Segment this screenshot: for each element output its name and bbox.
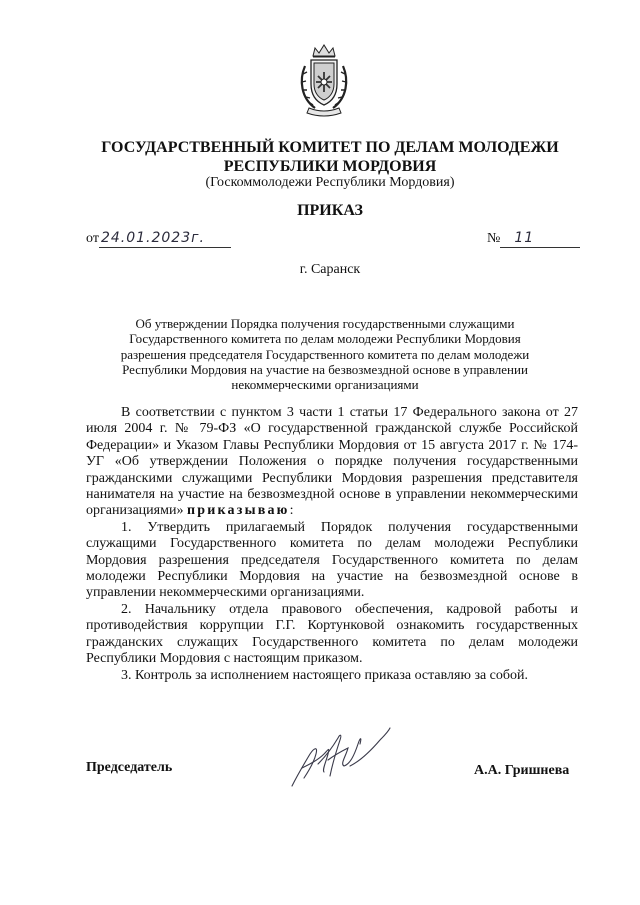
number-prefix: № xyxy=(487,231,501,246)
organization-title-line1: ГОСУДАРСТВЕННЫЙ КОМИТЕТ ПО ДЕЛАМ МОЛОДЕЖИ xyxy=(101,139,559,156)
date-prefix: от xyxy=(86,231,99,246)
clause-1: 1. Утвердить прилагаемый Порядок получения государственными служащими Государственного комитета по делам молодежи Республики Мордовия разрешения председателя Государственного комитета по делам молодежи Республики Мордовия на участие на безвозмездной основе в управлении некоммерческими организациями. xyxy=(86,519,578,601)
command-word: приказываю xyxy=(186,503,290,519)
document-subject: Об утверждении Порядка получения государственными служащими Государственного комитета по делам молодежи Республики Мордовия разрешения председателя Государственного комитета по делам молодежи Республики Мордовия на участие на безвозмездной основе в управлении некоммерческими организациями xyxy=(120,316,530,393)
date-row xyxy=(86,229,231,248)
coat-of-arms-emblem xyxy=(293,42,355,118)
signatory-title: Председатель xyxy=(86,760,173,775)
preamble-paragraph xyxy=(86,405,578,520)
document-body xyxy=(86,405,578,684)
date-value: 24.01.2023г. xyxy=(99,229,231,248)
document-type: ПРИКАЗ xyxy=(297,202,363,219)
clause-3: 3. Контроль за исполнением настоящего приказа оставляю за собой. xyxy=(121,667,529,683)
number-row xyxy=(487,229,580,248)
organization-short-name: (Госкоммолодежи Республики Мордовия) xyxy=(205,175,455,190)
number-value: 11 xyxy=(500,229,580,248)
city: г. Саранск xyxy=(299,262,361,277)
organization-title xyxy=(60,138,600,176)
signatory-name: А.А. Гришнева xyxy=(474,763,570,778)
organization-title-line2: РЕСПУБЛИКИ МОРДОВИЯ xyxy=(223,158,437,175)
command-colon: : xyxy=(289,503,294,519)
preamble-text: В соответствии с пунктом 3 части 1 статьи 17 Федерального закона от 27 июля 2004 г. № 79-ФЗ «О государственной гражданской службе Российской Федерации» и Указом Главы Республики Мордовия от 15 августа 2017 г. № 174-УГ «Об утверждении Положения о порядке получения государственными гражданскими служащими Республики Мордовия разрешения представителя нанимателя на участие на безвозмездной основе в управлении некоммерческими организациями» xyxy=(86,405,578,519)
handwritten-signature xyxy=(288,724,392,794)
clause-2: 2. Начальнику отдела правового обеспечения, кадровой работы и противодействия коррупции Г.Г. Кортунковой ознакомить государственных гражданских служащих Государственного комитета по делам молодежи Республики Мордовия с настоящим приказом. xyxy=(86,601,578,667)
